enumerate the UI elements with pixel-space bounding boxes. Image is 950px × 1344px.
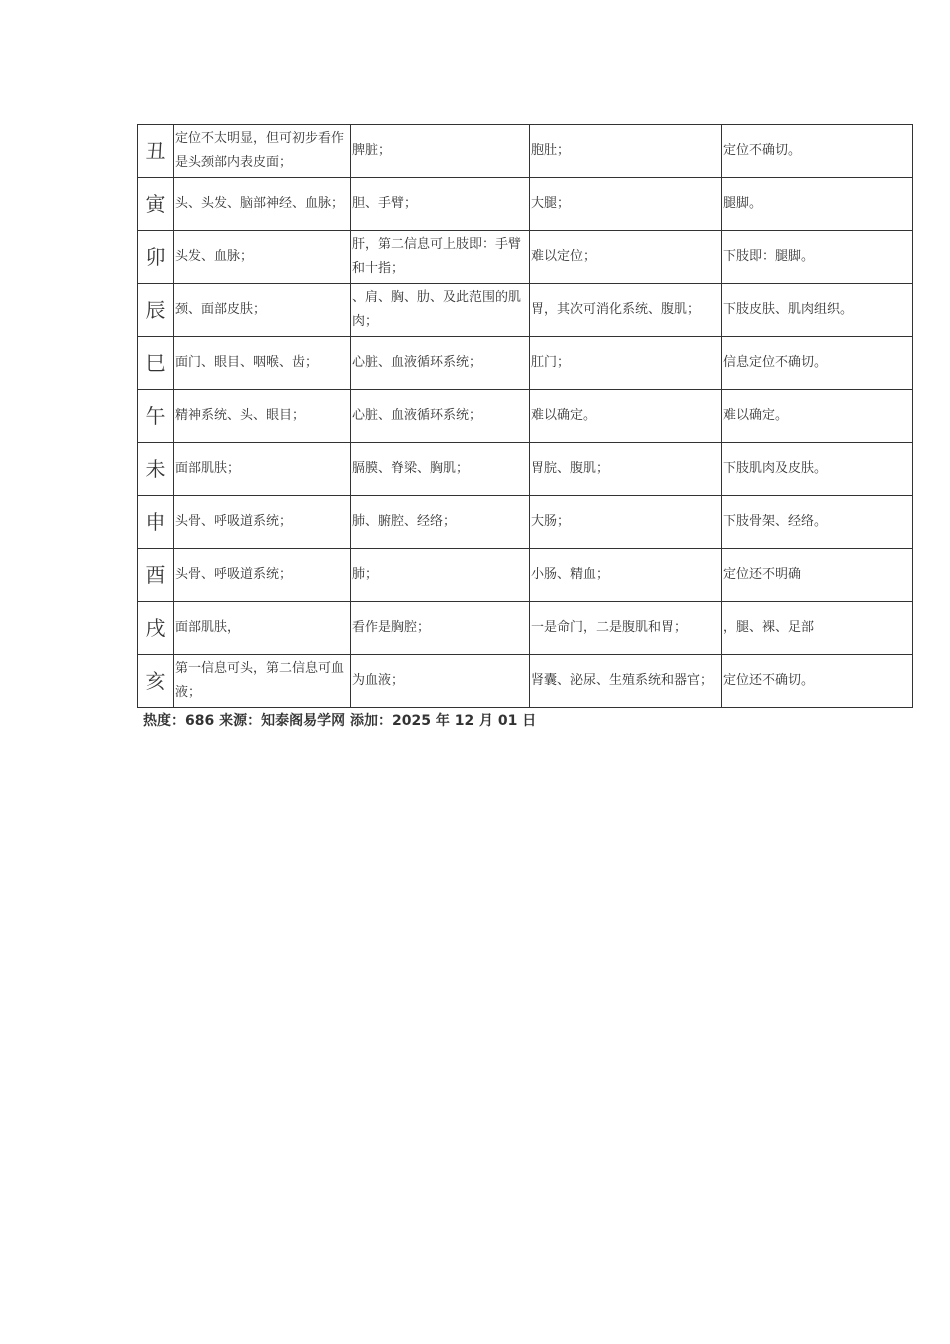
chest-cell: 肝，第二信息可上肢即：手臂和十指；: [351, 231, 530, 284]
earthly-branch-body-table: [137, 124, 913, 708]
abdomen-cell: 胃脘、腹肌；: [530, 443, 722, 496]
lower-cell: ，腿、裸、足部: [722, 602, 913, 655]
abdomen-cell: 一是命门，二是腹肌和胃；: [530, 602, 722, 655]
table-row: [138, 178, 913, 231]
branch-cell: 卯: [138, 231, 174, 284]
chest-cell: 心脏、血液循环系统；: [351, 337, 530, 390]
chest-cell: 脾脏；: [351, 125, 530, 178]
head-cell: 第一信息可头，第二信息可血液；: [174, 655, 351, 708]
lower-cell: 下肢即：腿脚。: [722, 231, 913, 284]
branch-cell: 巳: [138, 337, 174, 390]
table-row: [138, 337, 913, 390]
source-value: 知泰阁易学网: [261, 713, 346, 729]
head-cell: 精神系统、头、眼目；: [174, 390, 351, 443]
head-cell: 面门、眼目、咽喉、齿；: [174, 337, 351, 390]
branch-cell: 未: [138, 443, 174, 496]
table-row: [138, 390, 913, 443]
chest-cell: 心脏、血液循环系统；: [351, 390, 530, 443]
abdomen-cell: 大腿；: [530, 178, 722, 231]
abdomen-cell: 小肠、精血；: [530, 549, 722, 602]
lower-cell: 腿脚。: [722, 178, 913, 231]
article-meta-footer: [143, 710, 536, 732]
table-row: [138, 496, 913, 549]
branch-cell: 丑: [138, 125, 174, 178]
table-row: [138, 443, 913, 496]
abdomen-cell: 胃，其次可消化系统、腹肌；: [530, 284, 722, 337]
source-label: 来源：: [219, 713, 262, 729]
table-row: [138, 655, 913, 708]
abdomen-cell: 难以确定。: [530, 390, 722, 443]
lower-cell: 定位不确切。: [722, 125, 913, 178]
lower-cell: 定位还不明确: [722, 549, 913, 602]
branch-cell: 酉: [138, 549, 174, 602]
chest-cell: 胆、手臂；: [351, 178, 530, 231]
lower-cell: 下肢骨架、经络。: [722, 496, 913, 549]
heat-label: 热度：: [143, 713, 185, 729]
abdomen-cell: 大肠；: [530, 496, 722, 549]
head-cell: 面部肌肤；: [174, 443, 351, 496]
table-row: [138, 602, 913, 655]
branch-cell: 午: [138, 390, 174, 443]
head-cell: 面部肌肤，: [174, 602, 351, 655]
abdomen-cell: 难以定位；: [530, 231, 722, 284]
abdomen-cell: 胞肚；: [530, 125, 722, 178]
chest-cell: 为血液；: [351, 655, 530, 708]
chest-cell: 肺、腑腔、经络；: [351, 496, 530, 549]
lower-cell: 下肢皮肤、肌肉组织。: [722, 284, 913, 337]
branch-cell: 辰: [138, 284, 174, 337]
table-row: [138, 125, 913, 178]
chest-cell: 、肩、胸、肋、及此范围的肌肉；: [351, 284, 530, 337]
lower-cell: 难以确定。: [722, 390, 913, 443]
head-cell: 头骨、呼吸道系统；: [174, 549, 351, 602]
lower-cell: 信息定位不确切。: [722, 337, 913, 390]
branch-cell: 亥: [138, 655, 174, 708]
head-cell: 头发、血脉；: [174, 231, 351, 284]
head-cell: 头骨、呼吸道系统；: [174, 496, 351, 549]
added-label: 添加：: [349, 713, 392, 729]
head-cell: 头、头发、脑部神经、血脉；: [174, 178, 351, 231]
chest-cell: 膈膜、脊梁、胸肌；: [351, 443, 530, 496]
abdomen-cell: 肛门；: [530, 337, 722, 390]
table-row: [138, 284, 913, 337]
chest-cell: 肺；: [351, 549, 530, 602]
heat-value: 686: [185, 713, 215, 729]
head-cell: 颈、面部皮肤；: [174, 284, 351, 337]
lower-cell: 下肢肌肉及皮肤。: [722, 443, 913, 496]
head-cell: 定位不太明显，但可初步看作是头颈部内表皮面；: [174, 125, 351, 178]
table-body: [138, 125, 913, 708]
abdomen-cell: 肾囊、泌尿、生殖系统和器官；: [530, 655, 722, 708]
lower-cell: 定位还不确切。: [722, 655, 913, 708]
added-date: 2025 年 12 月 01 日: [391, 713, 537, 729]
chest-cell: 看作是胸腔；: [351, 602, 530, 655]
branch-cell: 戌: [138, 602, 174, 655]
table-row: [138, 231, 913, 284]
table-row: [138, 549, 913, 602]
branch-cell: 寅: [138, 178, 174, 231]
branch-cell: 申: [138, 496, 174, 549]
